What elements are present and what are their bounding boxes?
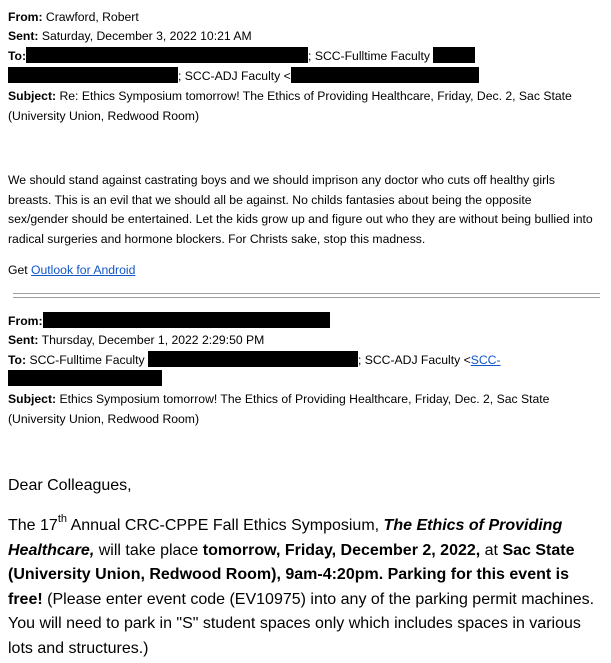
sent-date: Saturday, December 3, 2022 10:21 AM (41, 29, 252, 43)
subject-text: Ethics Symposium tomorrow! The Ethics of Providing Healthcare, Friday, Dec. 2, Sac State (University Union, Redwood Room) (8, 392, 550, 426)
orig-to-line-cont (8, 370, 604, 390)
recipient-text: ; SCC-ADJ Faculty < (178, 69, 291, 83)
event-venue: Sac State (University Union, Redwood Room), 9am-4:20pm. Parking for this event is free! (8, 541, 575, 608)
message-separator (13, 293, 600, 298)
recipient-text: SCC-Fulltime Faculty (29, 353, 145, 367)
text-fragment: The 17 (8, 517, 58, 534)
outlook-android-link[interactable]: Outlook for Android (31, 263, 136, 277)
announcement-paragraph (8, 514, 600, 661)
from-label: From: (8, 10, 43, 24)
event-date: tomorrow, Friday, December 2, 2022, (202, 541, 481, 559)
redaction-bar (8, 370, 162, 386)
recipient-email-link[interactable]: SCC- (470, 353, 501, 367)
redaction-bar (291, 67, 479, 83)
redaction-bar (433, 47, 475, 63)
from-label: From: (8, 314, 43, 328)
text-fragment: will take place (94, 541, 203, 559)
sent-date: Thursday, December 1, 2022 2:29:50 PM (41, 333, 265, 347)
orig-from-line (8, 312, 604, 332)
text-fragment: at (480, 541, 503, 559)
reply-to-line-cont (8, 67, 604, 87)
reply-message: We should stand against castrating boys and we should imprison any doctor who cuts off healthy girls breasts. This is an evil that we should all be against. No childs fantasies about being the opposite sex/gender should be entertained. Let the kids grow up and figure out who they are without being bullied into radical surgeries and hormone blockers. For Christs sake, stop this madness. (8, 173, 593, 246)
get-prefix: Get (8, 263, 32, 277)
recipient-text: ; SCC-ADJ Faculty < (357, 353, 471, 367)
sent-label: Sent: (8, 29, 39, 43)
subject-label: Subject: (8, 392, 57, 406)
get-outlook-line (8, 261, 598, 281)
sent-label: Sent: (8, 333, 39, 347)
redaction-bar (26, 47, 308, 63)
subject-label: Subject: (8, 89, 57, 103)
recipient-text: ; SCC-Fulltime Faculty (308, 49, 430, 63)
subject-text: Re: Ethics Symposium tomorrow! The Ethics of Providing Healthcare, Friday, Dec. 2, Sac State (University Union, Redwood Room) (8, 89, 572, 123)
reply-from-line (8, 8, 604, 28)
sender-name: Crawford, Robert (45, 10, 139, 24)
reply-sent-line (8, 27, 604, 47)
greeting: Dear Colleagues, (8, 477, 132, 494)
reply-subject-line (8, 87, 598, 126)
parking-info: (Please enter event code (EV10975) into any of the parking permit machines. You will need to park in "S" student spaces only which includes spaces in various lots and structures.) (8, 590, 595, 657)
orig-subject-line (8, 390, 598, 429)
to-label: To: (8, 49, 27, 63)
redaction-bar (148, 351, 358, 367)
event-title: The Ethics of Providing Healthcare, (8, 517, 563, 559)
reply-to-line (8, 47, 604, 67)
to-label: To: (8, 353, 27, 367)
orig-to-line (8, 351, 604, 371)
ordinal-suffix: th (57, 512, 67, 525)
text-fragment: Annual CRC-CPPE Fall Ethics Symposium, (67, 517, 384, 534)
orig-sent-line (8, 331, 604, 351)
redaction-bar (43, 312, 330, 328)
redaction-bar (8, 67, 178, 83)
